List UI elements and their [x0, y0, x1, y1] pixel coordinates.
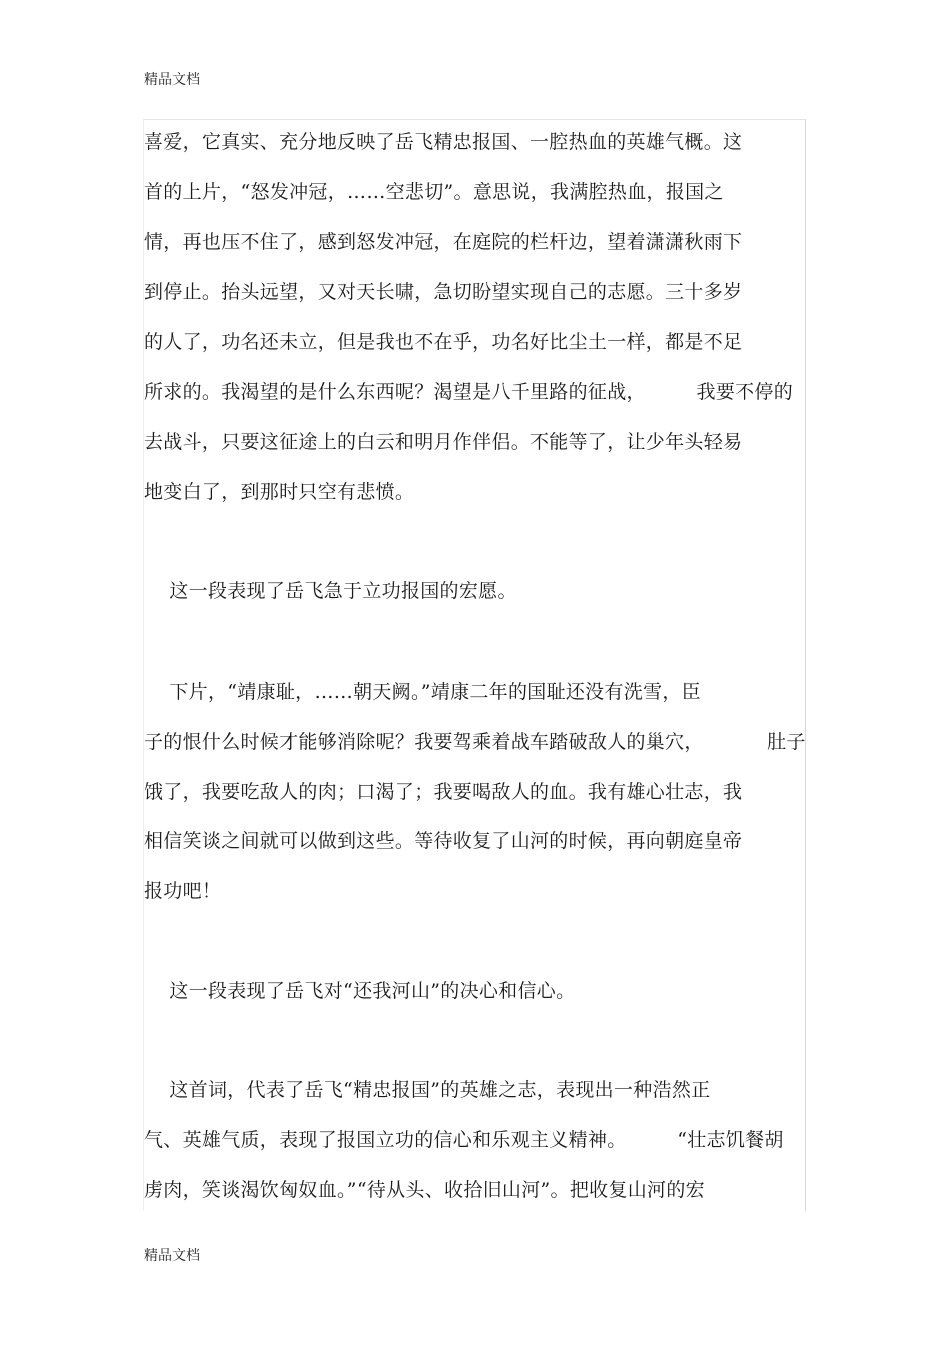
- body-line: 这一段表现了岳飞对“还我河山”的决心和信心。: [144, 980, 576, 1002]
- body-line: 子的恨什么时候才能够消除呢？我要驾乘着战车踏破敌人的巢穴， 肚子: [144, 731, 806, 753]
- body-line: 虏肉，笑谈渴饮匈奴血。”“待从头、收拾旧山河”。把收复山河的宏: [144, 1179, 705, 1201]
- body-line: 下片，“靖康耻，……朝天阙。”靖康二年的国耻还没有洗雪，臣: [144, 681, 701, 703]
- body-line: 这一段表现了岳飞急于立功报国的宏愿。: [144, 580, 517, 602]
- body-line: 相信笑谈之间就可以做到这些。等待收复了山河的时候，再向朝庭皇帝: [144, 830, 743, 852]
- body-line: 首的上片，“怒发冲冠，……空悲切”。意思说，我满腔热血，报国之: [144, 181, 724, 203]
- body-line: 所求的。我渴望的是什么东西呢？渴望是八千里路的征战， 我要不停的: [144, 381, 794, 403]
- body-line: 地变白了，到那时只空有悲愤。: [144, 481, 415, 503]
- body-line: 到停止。抬头远望，又对天长啸，急切盼望实现自己的志愿。三十多岁: [144, 281, 743, 303]
- body-line: 气、英雄气质，表现了报国立功的信心和乐观主义精神。 “壮志饥餐胡: [144, 1129, 784, 1151]
- page-footer-label: 精品文档: [144, 1248, 200, 1264]
- body-line: 喜爱，它真实、充分地反映了岳飞精忠报国、一腔热血的英雄气概。这: [144, 131, 743, 153]
- page-header-label: 精品文档: [144, 72, 200, 88]
- body-line: 饿了，我要吃敌人的肉；口渴了；我要喝敌人的血。我有雄心壮志，我: [144, 781, 743, 803]
- body-line: 情，再也压不住了，感到怒发冲冠，在庭院的栏杆边，望着潇潇秋雨下: [144, 231, 743, 253]
- body-line: 的人了，功名还未立，但是我也不在乎，功名好比尘土一样，都是不足: [144, 331, 743, 353]
- body-line: 报功吧！: [144, 880, 222, 902]
- body-line: 这首词，代表了岳飞“精忠报国”的英雄之志，表现出一种浩然正: [144, 1079, 711, 1101]
- body-line: 去战斗，只要这征途上的白云和明月作伴侣。不能等了，让少年头轻易: [144, 431, 743, 453]
